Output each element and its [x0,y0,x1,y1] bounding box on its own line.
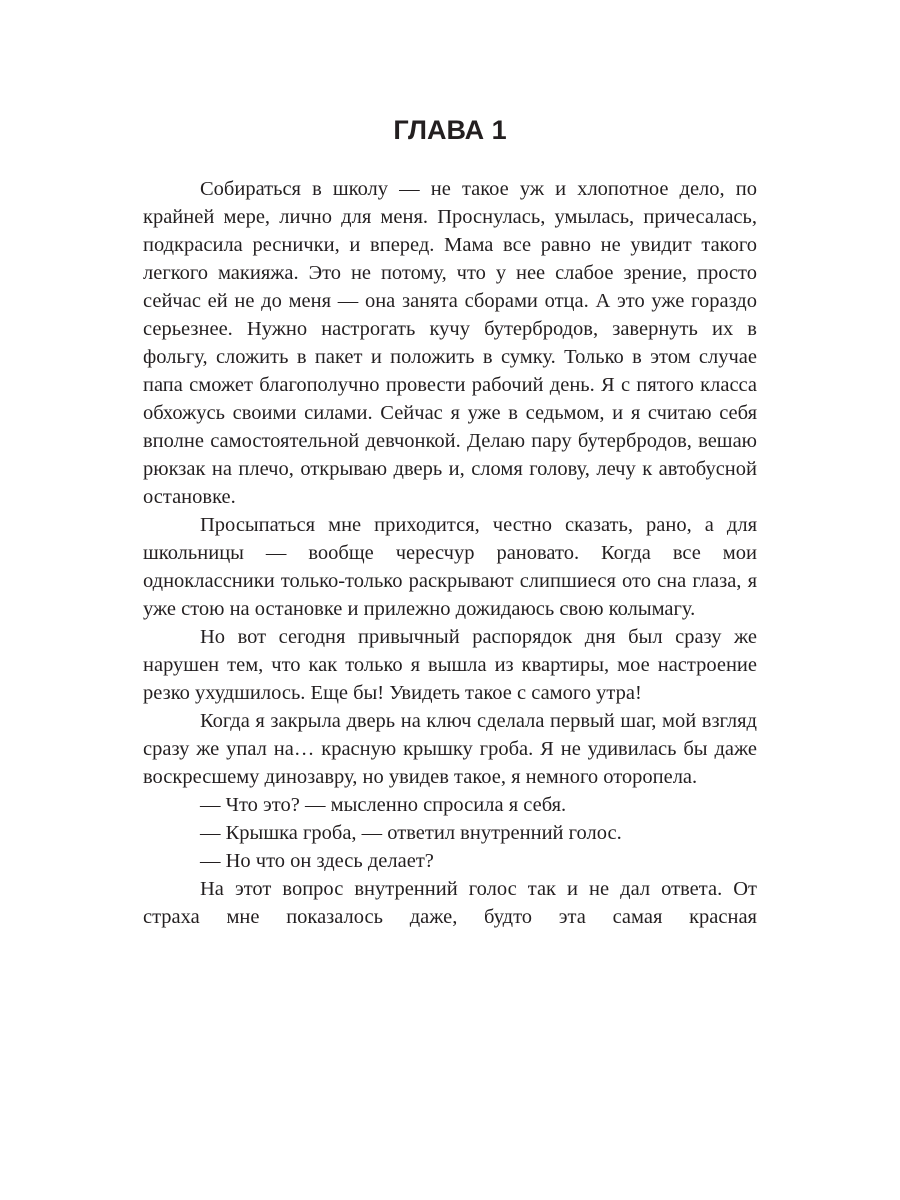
dialogue-line-3: — Но что он здесь делает? [200,850,434,872]
chapter-title: ГЛАВА 1 [393,115,507,145]
paragraph-4: Когда я закрыла дверь на ключ сделала первый шаг, мой взгляд сразу же упал на… красную крышку гроба. Я не удивилась бы даже воскресшему динозавру, но увидев такое, я немного оторопела. [143,710,757,788]
paragraph-5: На этот вопрос внутренний голос так и не дал ответа. От страха мне показалось даже, будто эта самая красная [143,878,757,928]
paragraph-3: Но вот сегодня привычный распорядок дня был сразу же нарушен тем, что как только я вышла из квартиры, мое настроение резко ухудшилось. Еще бы! Увидеть такое с самого утра! [143,626,757,704]
dialogue-line-2: — Крышка гроба, — ответил внутренний голос. [200,822,622,844]
chapter-body [143,175,757,931]
dialogue-line-1: — Что это? — мысленно спросила я себя. [200,794,567,816]
paragraph-2: Просыпаться мне приходится, честно сказать, рано, а для школьницы — вообще чересчур рановато. Когда все мои одноклассники только-только раскрывают слипшиеся ото сна глаза, я уже стою на остановке и прилежно дожидаюсь свою колымагу. [143,514,757,620]
paragraph-1: Собираться в школу — не такое уж и хлопотное дело, по крайней мере, лично для меня. Проснулась, умылась, причесалась, подкрасила реснички, и вперед. Мама все равно не увидит такого легкого макияжа. Это не потому, что у нее слабое зрение, просто сейчас ей не до меня — она занята сборами отца. А это уже гораздо серьезнее. Нужно настрогать кучу бутербродов, завернуть их в фольгу, сложить в пакет и положить в сумку. Только в этом случае папа сможет благополучно провести рабочий день. Я с пятого класса обхожусь своими силами. Сейчас я уже в седьмом, и я считаю себя вполне самостоятельной девчонкой. Делаю пару бутербродов, вешаю рюкзак на плечо, открываю дверь и, сломя голову, лечу к автобусной остановке. [143,178,757,508]
